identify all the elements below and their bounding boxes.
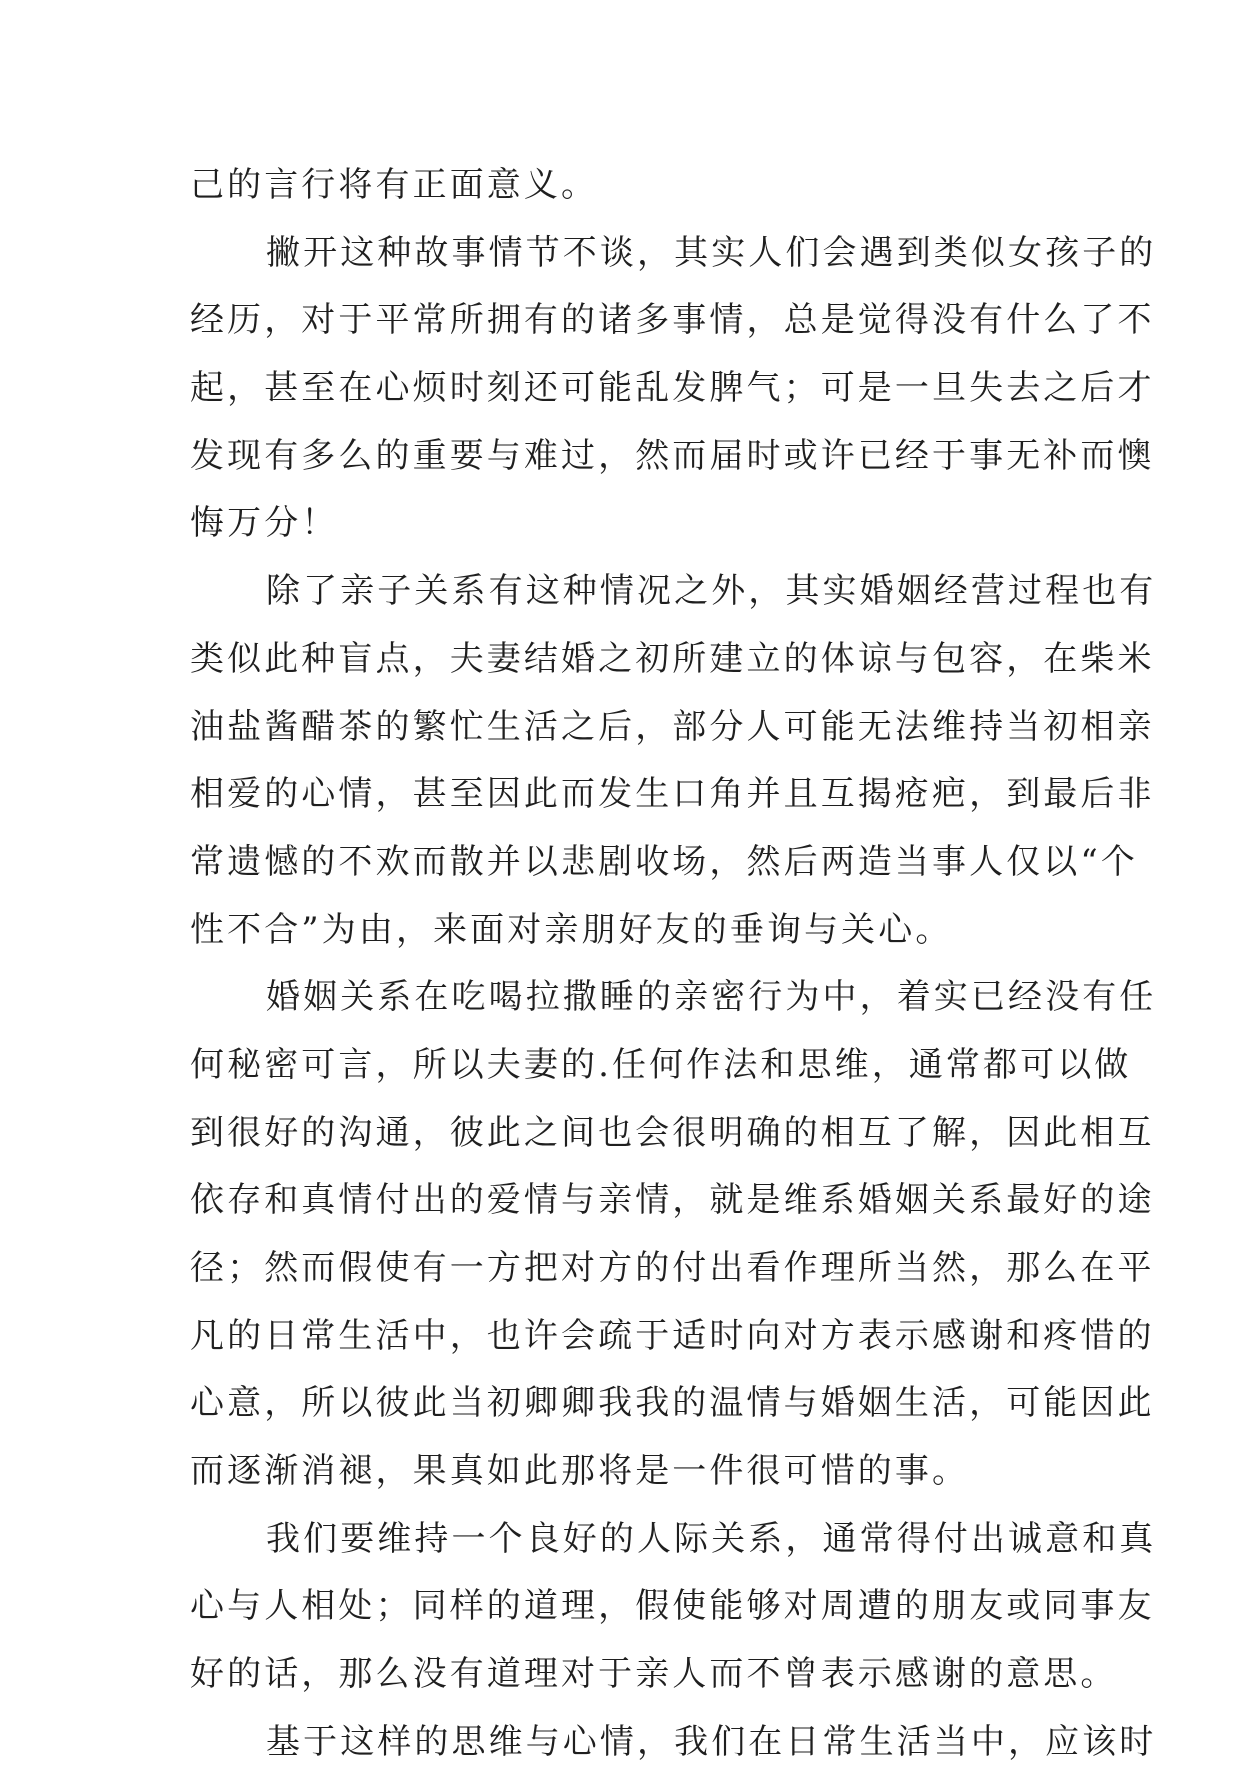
text-line: 心意，所以彼此当初卿卿我我的温情与婚姻生活，可能因此 [190,1383,1155,1424]
text-line: 类似此种盲点，夫妻结婚之初所建立的体谅与包容，在柴米 [190,638,1155,679]
text-line: 凡的日常生活中，也许会疏于适时向对方表示感谢和疼惜的 [190,1315,1155,1356]
text-line: 己的言行将有正面意义。 [190,165,599,205]
text-line: 油盐酱醋茶的繁忙生活之后，部分人可能无法维持当初相亲 [190,706,1155,747]
text-line: 发现有多么的重要与难过，然而届时或许已经于事无补而懊 [190,435,1155,476]
text-line: 起，甚至在心烦时刻还可能乱发脾气；可是一旦失去之后才 [190,368,1155,409]
text-line: 径；然而假使有一方把对方的付出看作理所当然，那么在平 [190,1248,1155,1288]
paragraph-first-line: 婚姻关系在吃喝拉撒睡的亲密行为中，着实已经没有任 [266,977,1157,1018]
paragraph-first-line: 基于这样的思维与心情，我们在日常生活当中，应该时 [266,1721,1157,1762]
text-line: 悔万分！ [190,503,339,544]
text-line: 到很好的沟通，彼此之间也会很明确的相互了解，因此相互 [190,1112,1155,1153]
body-text [190,152,1157,1777]
text-line: 性不合”为由，来面对亲朋好友的垂询与关心。 [190,909,953,950]
text-line: 好的话，那么没有道理对于亲人而不曾表示感谢的意思。 [190,1654,1118,1695]
text-line: 而逐渐消褪，果真如此那将是一件很可惜的事。 [190,1451,970,1492]
text-line: 相爱的心情，甚至因此而发生口角并且互揭疮疤，到最后非 [190,774,1155,815]
paragraph-first-line: 撇开这种故事情节不谈，其实人们会遇到类似女孩子的 [266,232,1157,273]
text-line: 何秘密可言，所以夫妻的.任何作法和思维，通常都可以做 [190,1044,1132,1085]
text-line: 心与人相处；同样的道理，假使能够对周遭的朋友或同事友 [190,1586,1155,1627]
text-line: 常遗憾的不欢而散并以悲剧收场，然后两造当事人仅以“个 [190,841,1138,882]
text-line: 依存和真情付出的爱情与亲情，就是维系婚姻关系最好的途 [190,1180,1155,1221]
text-line: 经历，对于平常所拥有的诸多事情，总是觉得没有什么了不 [190,300,1155,341]
paragraph-first-line: 我们要维持一个良好的人际关系，通常得付出诚意和真 [266,1518,1157,1559]
paragraph-first-line: 除了亲子关系有这种情况之外，其实婚姻经营过程也有 [266,571,1157,612]
